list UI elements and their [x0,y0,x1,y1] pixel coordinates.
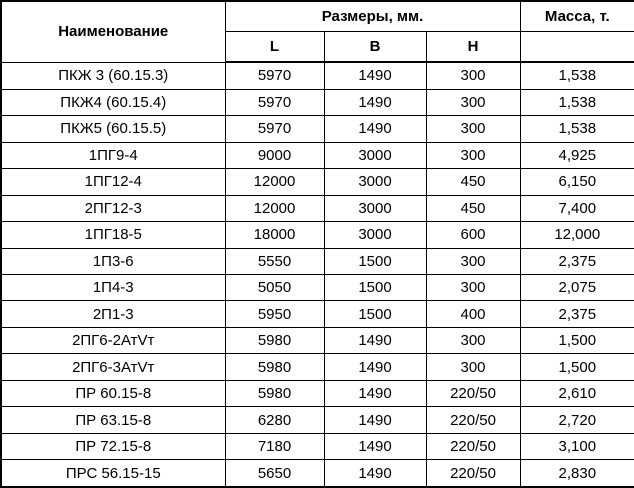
header-row-top [1,1,634,31]
height-cell: 220/50 [426,460,520,487]
width-cell: 1490 [324,89,426,115]
width-cell: 1490 [324,354,426,380]
mass-cell: 4,925 [520,142,634,168]
mass-cell: 2,375 [520,301,634,327]
column-subheader-mass-empty [520,31,634,62]
product-name-cell: ПКЖ 3 (60.15.3) [1,62,225,89]
length-cell: 7180 [225,433,324,459]
product-name-cell: ПР 63.15-8 [1,407,225,433]
column-header-mass: Масса, т. [520,1,634,31]
product-name-cell: 2ПГ6-2АтVт [1,327,225,353]
product-name-cell: 1П3-6 [1,248,225,274]
product-name-cell: 1ПГ9-4 [1,142,225,168]
width-cell: 3000 [324,142,426,168]
table-row [1,169,634,195]
column-subheader-b: B [324,31,426,62]
height-cell: 220/50 [426,407,520,433]
length-cell: 5970 [225,116,324,142]
product-name-cell: 1ПГ18-5 [1,222,225,248]
table-row [1,407,634,433]
height-cell: 300 [426,62,520,89]
mass-cell: 2,610 [520,380,634,406]
width-cell: 1500 [324,248,426,274]
height-cell: 300 [426,89,520,115]
width-cell: 1500 [324,301,426,327]
mass-cell: 2,720 [520,407,634,433]
product-name-cell: ПР 72.15-8 [1,433,225,459]
length-cell: 12000 [225,195,324,221]
width-cell: 1500 [324,274,426,300]
table-row [1,301,634,327]
mass-cell: 1,538 [520,62,634,89]
mass-cell: 1,538 [520,116,634,142]
width-cell: 3000 [324,169,426,195]
table-row [1,274,634,300]
height-cell: 300 [426,354,520,380]
column-header-name: Наименование [1,1,225,62]
width-cell: 1490 [324,116,426,142]
mass-cell: 12,000 [520,222,634,248]
height-cell: 300 [426,274,520,300]
mass-cell: 3,100 [520,433,634,459]
length-cell: 5050 [225,274,324,300]
table-row [1,142,634,168]
height-cell: 220/50 [426,433,520,459]
width-cell: 3000 [324,222,426,248]
product-name-cell: 2П1-3 [1,301,225,327]
table-row [1,222,634,248]
width-cell: 1490 [324,380,426,406]
length-cell: 5970 [225,89,324,115]
mass-cell: 1,500 [520,327,634,353]
product-name-cell: 2ПГ12-3 [1,195,225,221]
column-subheader-l: L [225,31,324,62]
table-row [1,116,634,142]
height-cell: 300 [426,116,520,142]
height-cell: 450 [426,195,520,221]
height-cell: 300 [426,327,520,353]
table-row [1,195,634,221]
width-cell: 3000 [324,195,426,221]
mass-cell: 6,150 [520,169,634,195]
table-row [1,380,634,406]
height-cell: 220/50 [426,380,520,406]
length-cell: 5980 [225,327,324,353]
length-cell: 5650 [225,460,324,487]
length-cell: 5980 [225,354,324,380]
mass-cell: 2,375 [520,248,634,274]
product-name-cell: ПР 60.15-8 [1,380,225,406]
length-cell: 5550 [225,248,324,274]
mass-cell: 2,830 [520,460,634,487]
height-cell: 300 [426,142,520,168]
width-cell: 1490 [324,407,426,433]
width-cell: 1490 [324,460,426,487]
height-cell: 450 [426,169,520,195]
length-cell: 5950 [225,301,324,327]
length-cell: 18000 [225,222,324,248]
height-cell: 300 [426,248,520,274]
table-header [1,1,634,62]
product-name-cell: 1ПГ12-4 [1,169,225,195]
table-row [1,89,634,115]
length-cell: 9000 [225,142,324,168]
table-body [1,62,634,487]
length-cell: 5980 [225,380,324,406]
width-cell: 1490 [324,433,426,459]
width-cell: 1490 [324,327,426,353]
width-cell: 1490 [324,62,426,89]
product-name-cell: 1П4-3 [1,274,225,300]
product-name-cell: ПКЖ4 (60.15.4) [1,89,225,115]
length-cell: 5970 [225,62,324,89]
product-name-cell: ПРС 56.15-15 [1,460,225,487]
table-row [1,354,634,380]
height-cell: 400 [426,301,520,327]
table-row [1,248,634,274]
table-row [1,62,634,89]
length-cell: 6280 [225,407,324,433]
column-header-dimensions: Размеры, мм. [225,1,520,31]
height-cell: 600 [426,222,520,248]
column-subheader-h: H [426,31,520,62]
product-name-cell: 2ПГ6-3АтVт [1,354,225,380]
mass-cell: 7,400 [520,195,634,221]
product-name-cell: ПКЖ5 (60.15.5) [1,116,225,142]
table-row [1,433,634,459]
table-row [1,460,634,487]
mass-cell: 1,538 [520,89,634,115]
mass-cell: 2,075 [520,274,634,300]
length-cell: 12000 [225,169,324,195]
mass-cell: 1,500 [520,354,634,380]
table-row [1,327,634,353]
